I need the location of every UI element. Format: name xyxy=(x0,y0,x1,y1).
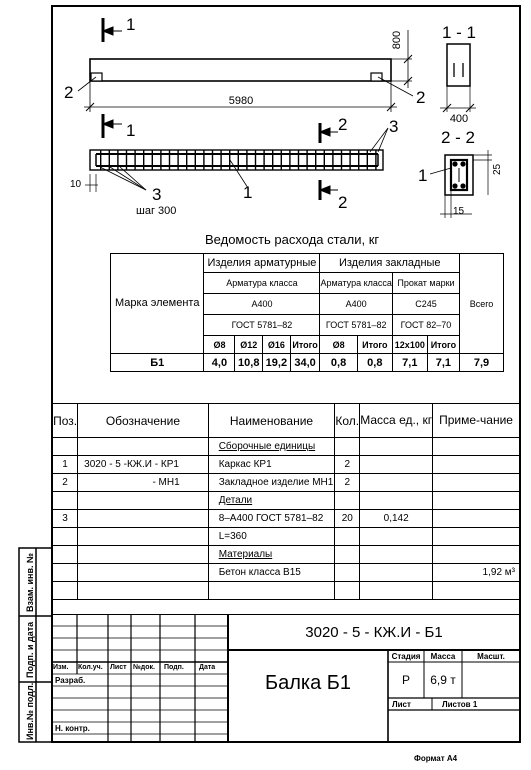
arm-gost: ГОСТ 5781–82 xyxy=(204,315,320,336)
col-data: Дата xyxy=(199,664,216,671)
callout-1-bar: 1 xyxy=(243,183,253,202)
n-kontr-label: Н. контр. xyxy=(55,724,90,733)
col-kol-uch: Кол.уч. xyxy=(78,664,103,671)
spec-row xyxy=(53,510,520,528)
prokat: Прокат марки xyxy=(392,273,459,294)
callout-3-left: 3 xyxy=(152,185,162,204)
stirrup-mark xyxy=(143,150,144,170)
spec-cell-pos: 2 xyxy=(53,474,78,492)
stirrup-mark xyxy=(332,150,333,170)
section-side-cover: 15 xyxy=(453,206,465,217)
stirrup-mark xyxy=(281,150,282,170)
spec-cell-qty xyxy=(335,564,360,582)
stirrup-mark xyxy=(100,150,101,170)
stamp-inv-podl: Инв.№ подл. xyxy=(25,682,35,740)
spec-cell-qty: 2 xyxy=(335,456,360,474)
spec-cell-name: Бетон класса В15 xyxy=(208,564,335,582)
spec-cell-name: Закладное изделие МН1 xyxy=(208,474,335,492)
section-1-1 xyxy=(440,44,476,112)
spec-header-mass: Масса ед., кг xyxy=(360,404,433,438)
spec-cell-designation xyxy=(78,510,209,528)
spec-header-note: Приме-чание xyxy=(433,404,520,438)
stirrup-mark xyxy=(246,150,247,170)
row-value: 19,2 xyxy=(263,354,291,372)
spec-cell-designation xyxy=(78,546,209,564)
spec-row xyxy=(53,474,520,492)
cut-mark-2-bottom: 2 xyxy=(338,193,348,212)
steel-table xyxy=(110,253,504,372)
stirrup-mark xyxy=(117,150,118,170)
spec-cell-note xyxy=(433,546,520,564)
spec-cell-pos xyxy=(53,564,78,582)
height-dimension: 800 xyxy=(391,30,403,50)
callout-2-right: 2 xyxy=(416,88,426,107)
spec-cell-pos xyxy=(53,528,78,546)
row-value: 7,9 xyxy=(460,354,504,372)
arm-a400: А400 xyxy=(204,294,320,315)
sub-header: Итого xyxy=(427,336,459,354)
listov-label: Листов 1 xyxy=(442,700,478,709)
spec-cell-name: Материалы xyxy=(208,546,335,564)
stirrup-mark xyxy=(306,150,307,170)
emb-a400: А400 xyxy=(320,294,392,315)
spec-cell-note xyxy=(433,528,520,546)
row-value: 0,8 xyxy=(357,354,392,372)
spec-header-pos: Поз. xyxy=(53,404,78,438)
stirrup-mark xyxy=(298,150,299,170)
spec-cell-pos xyxy=(53,438,78,456)
callout-3-right: 3 xyxy=(389,117,399,136)
stirrup-mark xyxy=(375,150,376,170)
sub-header: Итого xyxy=(290,336,320,354)
emb-gost: ГОСТ 5781–82 xyxy=(320,315,392,336)
spec-row xyxy=(53,492,520,510)
spec-cell-qty: 2 xyxy=(335,474,360,492)
row-value: 4,0 xyxy=(204,354,235,372)
stirrup-mark xyxy=(289,150,290,170)
spec-cell-note: 1,92 м³ xyxy=(433,564,520,582)
section-title-2-2: 2 - 2 xyxy=(441,128,476,147)
stadia-value: Р xyxy=(401,673,410,687)
spec-header-qty: Кол. xyxy=(335,404,360,438)
spec-cell-mass xyxy=(360,528,433,546)
spec-cell-mass xyxy=(360,546,433,564)
spec-cell-pos: 1 xyxy=(53,456,78,474)
spec-cell-name: Каркас КР1 xyxy=(208,456,335,474)
spec-row xyxy=(53,456,520,474)
sub-header: Ø8 xyxy=(204,336,235,354)
spec-cell-name: 8–А400 ГОСТ 5781–82 xyxy=(208,510,335,528)
stirrup-mark xyxy=(367,150,368,170)
callout-1-section: 1 xyxy=(418,166,428,185)
spec-cell-designation: 3020 - 5 -КЖ.И - КР1 xyxy=(78,456,209,474)
spec-cell-note xyxy=(433,510,520,528)
title-block xyxy=(52,614,520,742)
col-izm: Изм. xyxy=(53,664,69,671)
spec-cell-note xyxy=(433,492,520,510)
stirrup-mark xyxy=(349,150,350,170)
masshtab-header: Масшт. xyxy=(477,652,505,661)
stirrup-mark xyxy=(160,150,161,170)
spec-cell-designation xyxy=(78,438,209,456)
row-value: 7,1 xyxy=(427,354,459,372)
stirrup-mark xyxy=(341,150,342,170)
steel-table-title: Ведомость расхода стали, кг xyxy=(205,232,380,247)
row-value: 0,8 xyxy=(320,354,357,372)
stirrup-mark xyxy=(229,150,230,170)
spec-cell-mass xyxy=(360,456,433,474)
spec-cell-designation xyxy=(78,528,209,546)
format-label: Формат А4 xyxy=(414,754,458,763)
section-width-dimension: 400 xyxy=(449,113,469,125)
section-title-1-1: 1 - 1 xyxy=(442,23,477,42)
stirrup-mark xyxy=(263,150,264,170)
step-label: шаг 300 xyxy=(136,205,177,217)
stirrup-mark xyxy=(220,150,221,170)
spec-cell-mass: 0,142 xyxy=(360,510,433,528)
gost-8270: ГОСТ 82–70 xyxy=(392,315,459,336)
spec-table xyxy=(52,403,520,600)
spec-row xyxy=(53,528,520,546)
spec-cell-name: Сборочные единицы xyxy=(208,438,335,456)
col-ndok: №док. xyxy=(133,664,155,671)
spec-cell-qty xyxy=(335,438,360,456)
c245: С245 xyxy=(392,294,459,315)
stirrup-mark xyxy=(126,150,127,170)
spec-row xyxy=(53,546,520,564)
spec-cell-mass xyxy=(360,438,433,456)
spec-cell-pos xyxy=(53,492,78,510)
spec-row xyxy=(53,438,520,456)
spec-cell-mass xyxy=(360,474,433,492)
list-label: Лист xyxy=(392,700,411,709)
spec-cell-note xyxy=(433,456,520,474)
callout-2-left: 2 xyxy=(64,83,74,102)
col-podp: Подп. xyxy=(164,664,184,671)
spec-row xyxy=(53,564,520,582)
spec-cell-pos: 3 xyxy=(53,510,78,528)
drawing-name: Балка Б1 xyxy=(264,672,352,694)
spec-header-name: Наименование xyxy=(208,404,335,438)
stirrup-mark xyxy=(169,150,170,170)
cover-dimension: 10 xyxy=(70,179,82,190)
stirrup-mark xyxy=(324,150,325,170)
stirrup-mark xyxy=(177,150,178,170)
razrab-label: Разраб. xyxy=(55,676,86,685)
spec-cell-note xyxy=(433,438,520,456)
cut-mark-2-top: 2 xyxy=(338,115,348,134)
spec-cell-designation xyxy=(78,492,209,510)
spec-header-designation: Обозначение xyxy=(78,404,209,438)
cut-mark-1-plan: 1 xyxy=(126,121,136,140)
cut-mark-1-top: 1 xyxy=(126,15,136,34)
spec-cell-qty xyxy=(335,546,360,564)
spec-cell-designation xyxy=(78,564,209,582)
span-dimension: 5980 xyxy=(228,95,254,107)
mark-header: Марка элемента xyxy=(111,254,204,354)
sub-header: Ø12 xyxy=(235,336,263,354)
stirrup-mark xyxy=(272,150,273,170)
stirrup-mark xyxy=(358,150,359,170)
stirrup-mark xyxy=(315,150,316,170)
spec-cell-qty xyxy=(335,528,360,546)
stirrup-mark xyxy=(203,150,204,170)
spec-cell-qty xyxy=(335,492,360,510)
sub-header: Итого xyxy=(357,336,392,354)
spec-cell-name: Детали xyxy=(208,492,335,510)
stadia-header: Стадия xyxy=(391,652,421,661)
stirrup-mark xyxy=(212,150,213,170)
title-code: 3020 - 5 - КЖ.И - Б1 xyxy=(305,624,443,641)
stirrup-mark xyxy=(109,150,110,170)
stirrup-mark xyxy=(238,150,239,170)
emb-arm-class: Арматура класса xyxy=(320,273,392,294)
emb-header: Изделия закладные xyxy=(320,254,460,273)
massa-value: 6,9 т xyxy=(430,673,456,687)
arm-class: Арматура класса xyxy=(204,273,320,294)
spec-cell-pos xyxy=(53,546,78,564)
stamp-vzam-inv: Взам. инв. № xyxy=(25,552,35,612)
stirrup-mark xyxy=(186,150,187,170)
stirrup-mark xyxy=(255,150,256,170)
section-top-cover: 25 xyxy=(492,163,503,175)
massa-header: Масса xyxy=(430,652,456,661)
sub-header: Ø16 xyxy=(263,336,291,354)
arm-header: Изделия арматурные xyxy=(204,254,320,273)
stirrup-mark xyxy=(152,150,153,170)
stirrup-mark xyxy=(195,150,196,170)
row-mark: Б1 xyxy=(111,354,204,372)
spec-cell-designation: - МН1 xyxy=(78,474,209,492)
col-list: Лист xyxy=(110,664,127,671)
row-value: 34,0 xyxy=(290,354,320,372)
spec-cell-mass xyxy=(360,492,433,510)
spec-cell-name: L=360 xyxy=(208,528,335,546)
spec-cell-mass xyxy=(360,564,433,582)
stirrup-mark xyxy=(134,150,135,170)
row-value: 7,1 xyxy=(392,354,427,372)
sub-header: 12x100 xyxy=(392,336,427,354)
spec-cell-note xyxy=(433,474,520,492)
side-stamp-lines xyxy=(19,548,52,742)
sub-header: Ø8 xyxy=(320,336,357,354)
spec-cell-qty: 20 xyxy=(335,510,360,528)
stamp-podp-data: Подп. и дата xyxy=(25,621,35,678)
total-header: Всего xyxy=(460,254,504,354)
row-value: 10,8 xyxy=(235,354,263,372)
